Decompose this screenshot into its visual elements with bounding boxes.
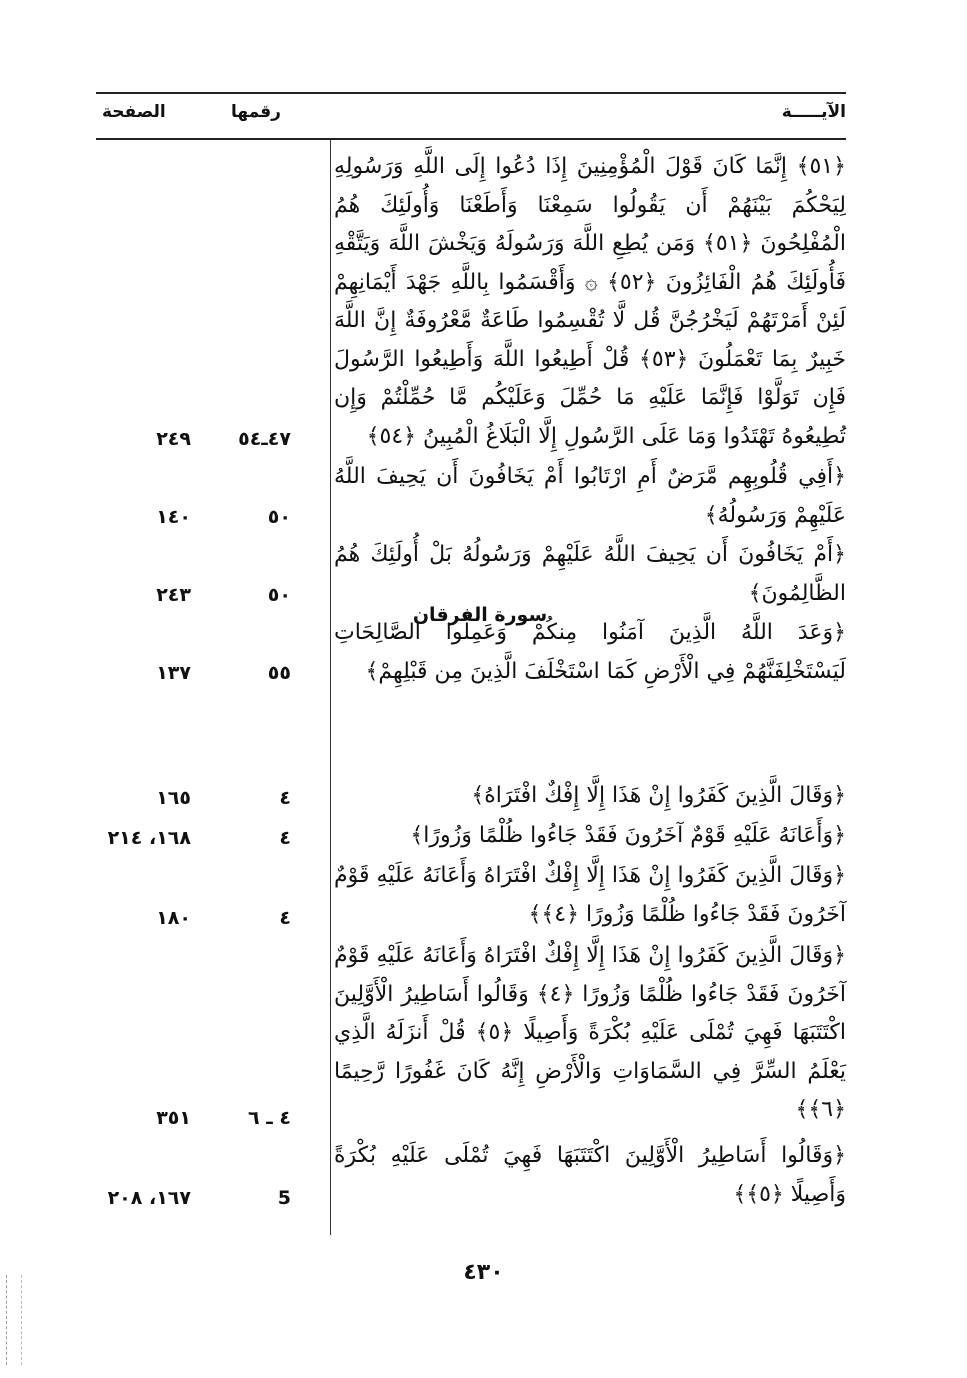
- table-row: [96, 937, 846, 1137]
- ayah-text: ﴿أَمْ يَخَافُونَ أَن يَحِيفَ اللَّهُ عَلَيْهِمْ وَرَسُولُهُ بَلْ أُولَئِكَ هُمُ الظَّالِمُونَ﴾: [334, 542, 846, 606]
- ayah-text: ﴿وَقَالَ الَّذِينَ كَفَرُوا إِنْ هَذَا إِلَّا إِفْكٌ افْتَرَاهُ﴾: [471, 783, 846, 808]
- page-reference: ١٦٧، ٢٠٨: [107, 1187, 191, 1209]
- page-reference: ٢٤٩: [156, 428, 191, 450]
- header-top-rule: [96, 92, 846, 94]
- ayah-number: ٤: [279, 827, 291, 849]
- page-reference: ١٦٨، ٢١٤: [107, 827, 191, 849]
- ayah-number: ٥٠: [267, 584, 291, 606]
- ayah-text: ﴿٥١﴾ إِنَّمَا كَانَ قَوْلَ الْمُؤْمِنِينَ إِذَا دُعُوا إِلَى اللَّهِ وَرَسُولِهِ لِيَحْكُمَ بَيْنَهُمْ أَن يَقُولُوا سَمِعْنَا وَأَطَعْنَا وَأُولَئِكَ هُمُ الْمُفْلِحُونَ ﴿٥١﴾ وَمَن يُطِعِ اللَّهَ وَرَسُولَهُ وَيَخْشَ اللَّهَ وَيَتَّقْهِ فَأُولَئِكَ هُمُ الْفَائِزُونَ ﴿٥٢﴾ ۞ وَأَقْسَمُوا بِاللَّهِ جَهْدَ أَيْمَانِهِمْ لَئِنْ أَمَرْتَهُمْ لَيَخْرُجُنَّ قُل لَّا تُقْسِمُوا طَاعَةٌ مَّعْرُوفَةٌ إِنَّ اللَّهَ خَبِيرٌ بِمَا تَعْمَلُونَ ﴿٥٣﴾ قُلْ أَطِيعُوا اللَّهَ وَأَطِيعُوا الرَّسُولَ فَإِن تَوَلَّوْا فَإِنَّمَا عَلَيْهِ مَا حُمِّلَ وَعَلَيْكُم مَّا حُمِّلْتُمْ وَإِن تُطِيعُوهُ تَهْتَدُوا وَمَا عَلَى الرَّسُولِ إِلَّا الْبَلَاغُ الْمُبِينُ ﴿٥٤﴾: [334, 154, 846, 449]
- table-row: [96, 857, 846, 937]
- table-row: [96, 777, 846, 817]
- header-ayah-label: الآيـــــة: [781, 102, 846, 122]
- page-reference: ١٦٥: [156, 787, 191, 809]
- ayah-text: ﴿أَفِي قُلُوبِهِم مَّرَضٌ أَمِ ارْتَابُوا أَمْ يَخَافُونَ أَن يَحِيفَ اللَّهُ عَلَيْهِمْ وَرَسُولُهُ﴾: [334, 464, 846, 528]
- ayah-number: ٥٥: [267, 662, 291, 684]
- table-row: [96, 817, 846, 857]
- header-page-label: الصفحة: [102, 102, 166, 122]
- ayah-number: ٤ ـ ٦: [248, 1107, 291, 1129]
- table-row: [96, 148, 846, 458]
- table-row: [96, 1137, 846, 1217]
- page-number: ٤٣٠: [463, 1260, 504, 1285]
- table-row: [96, 692, 846, 777]
- page-reference: ٣٥١: [156, 1107, 191, 1129]
- ayah-text: ﴿وَقَالُوا أَسَاطِيرُ الْأَوَّلِينَ اكْتَتَبَهَا فَهِيَ تُمْلَى عَلَيْهِ بُكْرَةً وَأَصِيلًا ﴿٥﴾﴾: [334, 1143, 846, 1207]
- ayah-number: 5: [277, 1187, 291, 1209]
- binding-margin-marks: [6, 1275, 22, 1365]
- header-bottom-rule: [96, 138, 846, 140]
- header-number-label: رقمها: [231, 102, 281, 122]
- surah-heading: سورة الفرقان: [412, 604, 548, 626]
- page-reference: ١٤٠: [156, 506, 191, 528]
- page-reference: ٢٤٣: [156, 584, 191, 606]
- page-reference: ١٨٠: [156, 907, 191, 929]
- table-header: [96, 92, 846, 140]
- page-reference: ١٣٧: [156, 662, 191, 684]
- table-row: [96, 536, 846, 614]
- ayah-text: ﴿وَقَالَ الَّذِينَ كَفَرُوا إِنْ هَذَا إِلَّا إِفْكٌ افْتَرَاهُ وَأَعَانَهُ عَلَيْهِ قَوْمٌ آخَرُونَ فَقَدْ جَاءُوا ظُلْمًا وَزُورًا ﴿٤﴾﴾: [334, 863, 846, 927]
- ayah-text: ﴿وَعَدَ اللَّهُ الَّذِينَ آمَنُوا مِنكُمْ وَعَمِلُوا الصَّالِحَاتِ لَيَسْتَخْلِفَنَّهُمْ فِي الْأَرْضِ كَمَا اسْتَخْلَفَ الَّذِينَ مِن قَبْلِهِمْ﴾: [334, 620, 846, 684]
- ayah-number: ٥٠: [267, 506, 291, 528]
- ayah-number: ٤٧ـ٥٤: [238, 428, 291, 450]
- table-row: [96, 458, 846, 536]
- ayah-number: ٤: [279, 907, 291, 929]
- ayah-text: ﴿وَأَعَانَهُ عَلَيْهِ قَوْمٌ آخَرُونَ فَقَدْ جَاءُوا ظُلْمًا وَزُورًا﴾: [410, 823, 846, 848]
- ayah-number: ٤: [279, 787, 291, 809]
- ayah-text: ﴿وَقَالَ الَّذِينَ كَفَرُوا إِنْ هَذَا إِلَّا إِفْكٌ افْتَرَاهُ وَأَعَانَهُ عَلَيْهِ قَوْمٌ آخَرُونَ فَقَدْ جَاءُوا ظُلْمًا وَزُورًا ﴿٤﴾ وَقَالُوا أَسَاطِيرُ الْأَوَّلِينَ اكْتَتَبَهَا فَهِيَ تُمْلَى عَلَيْهِ بُكْرَةً وَأَصِيلًا ﴿٥﴾ قُلْ أَنزَلَهُ الَّذِي يَعْلَمُ السِّرَّ فِي السَّمَاوَاتِ وَالْأَرْضِ إِنَّهُ كَانَ غَفُورًا رَّحِيمًا ﴿٦﴾﴾: [334, 943, 846, 1122]
